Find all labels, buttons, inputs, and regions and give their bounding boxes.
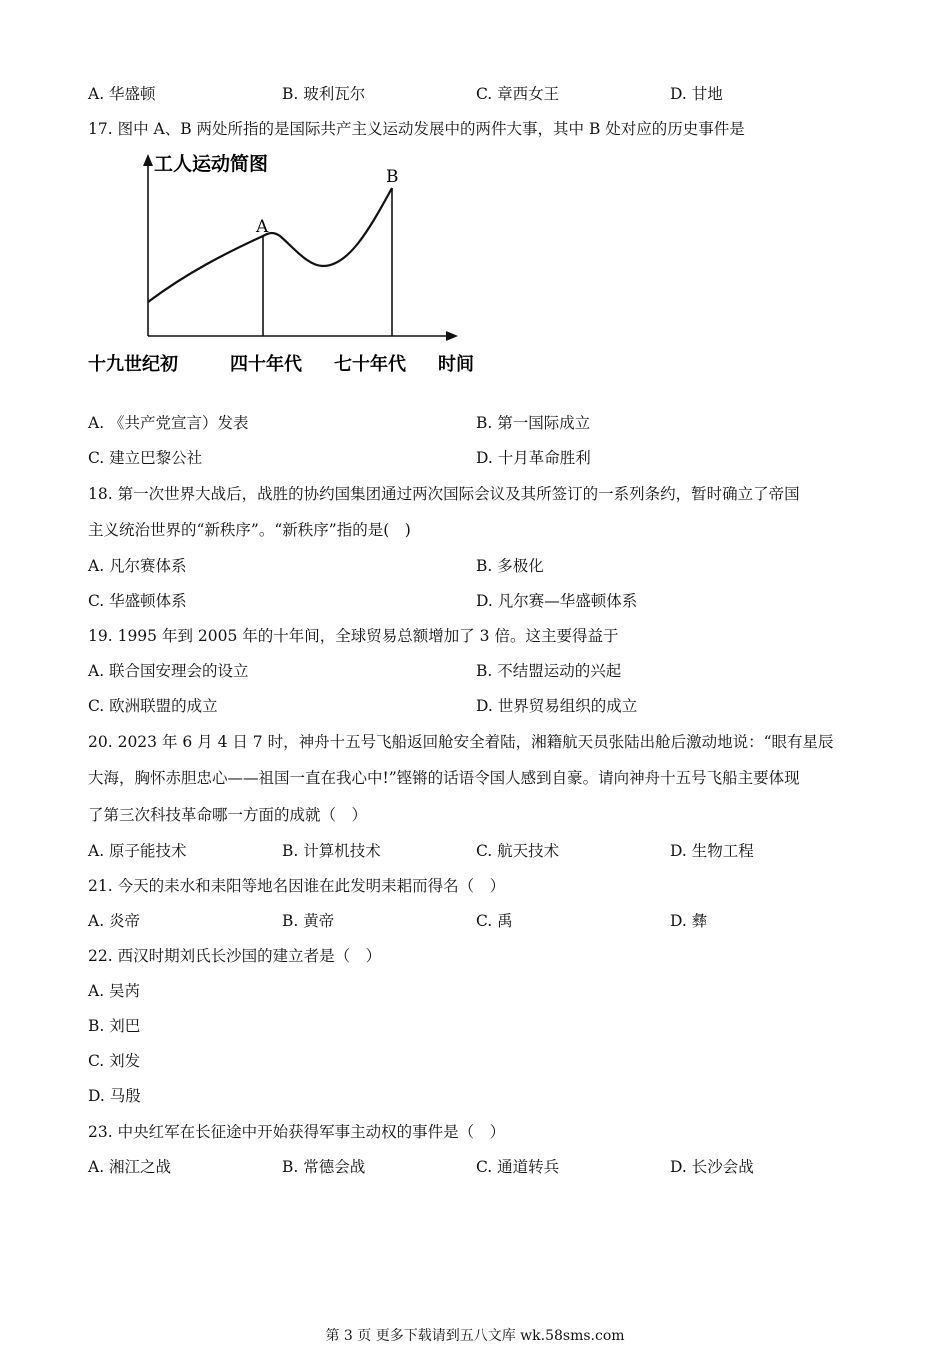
q22-option-a: A. 吴芮 xyxy=(88,982,141,1000)
q20-stem-line-1: 20. 2023 年 6 月 4 日 7 时，神舟十五号飞船返回舱安全着陆，湘籍航天员张陆出舱后激动地说：“眼有星辰 xyxy=(88,733,834,751)
q21-option-b: B. 黄帝 xyxy=(282,912,335,930)
q18-stem-line-1: 18. 第一次世界大战后，战胜的协约国集团通过两次国际会议及其所签订的一系列条约，暂时确立了帝国 xyxy=(88,485,800,503)
x-axis-label: 时间 xyxy=(438,354,474,375)
q19-stem: 19. 1995 年到 2005 年的十年间，全球贸易总额增加了 3 倍。这主要得益于 xyxy=(88,627,619,645)
q22-option-d: D. 马殷 xyxy=(88,1087,141,1105)
q22-option-c: C. 刘发 xyxy=(88,1052,141,1070)
q20-option-a: A. 原子能技术 xyxy=(88,842,187,860)
q18-option-c: C. 华盛顿体系 xyxy=(88,592,187,610)
q23-option-b: B. 常德会战 xyxy=(282,1158,366,1176)
q19-option-d: D. 世界贸易组织的成立 xyxy=(476,697,638,715)
q21-stem: 21. 今天的耒水和耒阳等地名因谁在此发明耒耜而得名（ ） xyxy=(88,877,506,895)
q21-option-a: A. 炎帝 xyxy=(88,912,141,930)
q19-option-c: C. 欧洲联盟的成立 xyxy=(88,697,218,715)
q23-option-a: A. 湘江之战 xyxy=(88,1158,172,1176)
q17-stem: 17. 图中 A、B 两处所指的是国际共产主义运动发展中的两件大事，其中 B 处对应的历史事件是 xyxy=(88,120,745,138)
q19-option-b: B. 不结盟运动的兴起 xyxy=(476,662,622,680)
series-line xyxy=(148,188,392,302)
chart-title: 工人运动简图 xyxy=(154,153,269,175)
point-label-a: A xyxy=(256,217,269,237)
q16-option-b: B. 玻利瓦尔 xyxy=(282,85,366,103)
q17-option-b: B. 第一国际成立 xyxy=(476,414,591,432)
point-label-b: B xyxy=(386,167,399,187)
y-axis-arrow xyxy=(143,154,153,166)
q16-option-d: D. 甘地 xyxy=(670,85,723,103)
q16-option-c: C. 章西女王 xyxy=(476,85,560,103)
q21-option-d: D. 彝 xyxy=(670,912,708,930)
q22-option-b: B. 刘巴 xyxy=(88,1017,141,1035)
chart-svg xyxy=(88,152,488,380)
q18-option-d: D. 凡尔赛—华盛顿体系 xyxy=(476,592,638,610)
q17-option-a: A. 《共产党宣言）发表 xyxy=(88,414,249,432)
q20-option-b: B. 计算机技术 xyxy=(282,842,381,860)
q23-option-c: C. 通道转兵 xyxy=(476,1158,560,1176)
q18-option-a: A. 凡尔赛体系 xyxy=(88,557,187,575)
x-tick-label-1: 四十年代 xyxy=(230,354,302,375)
q18-stem-line-2: 主义统治世界的“新秩序”。“新秩序”指的是( ) xyxy=(88,521,411,539)
x-tick-label-0: 十九世纪初 xyxy=(88,354,178,375)
q20-option-d: D. 生物工程 xyxy=(670,842,754,860)
q19-option-a: A. 联合国安理会的设立 xyxy=(88,662,249,680)
q20-option-c: C. 航天技术 xyxy=(476,842,560,860)
q17-option-c: C. 建立巴黎公社 xyxy=(88,449,203,467)
q16-option-a: A. 华盛顿 xyxy=(88,85,156,103)
x-axis-arrow xyxy=(446,331,458,341)
q20-stem-line-3: 了第三次科技革命哪一方面的成就（ ） xyxy=(88,806,368,824)
workers-movement-chart xyxy=(88,152,488,380)
q21-option-c: C. 禹 xyxy=(476,912,513,930)
q17-option-d: D. 十月革命胜利 xyxy=(476,449,591,467)
page-footer: 第 3 页 更多下载请到五八文库 wk.58sms.com xyxy=(325,1328,625,1344)
q23-option-d: D. 长沙会战 xyxy=(670,1158,754,1176)
q23-stem: 23. 中央红军在长征途中开始获得军事主动权的事件是（ ） xyxy=(88,1123,506,1141)
x-tick-label-2: 七十年代 xyxy=(334,354,406,375)
q22-stem: 22. 西汉时期刘氏长沙国的建立者是（ ） xyxy=(88,947,382,965)
q18-option-b: B. 多极化 xyxy=(476,557,544,575)
q20-stem-line-2: 大海，胸怀赤胆忠心——祖国一直在我心中!”铿锵的话语令国人感到自豪。请向神舟十五号飞船主要体现 xyxy=(88,769,800,787)
